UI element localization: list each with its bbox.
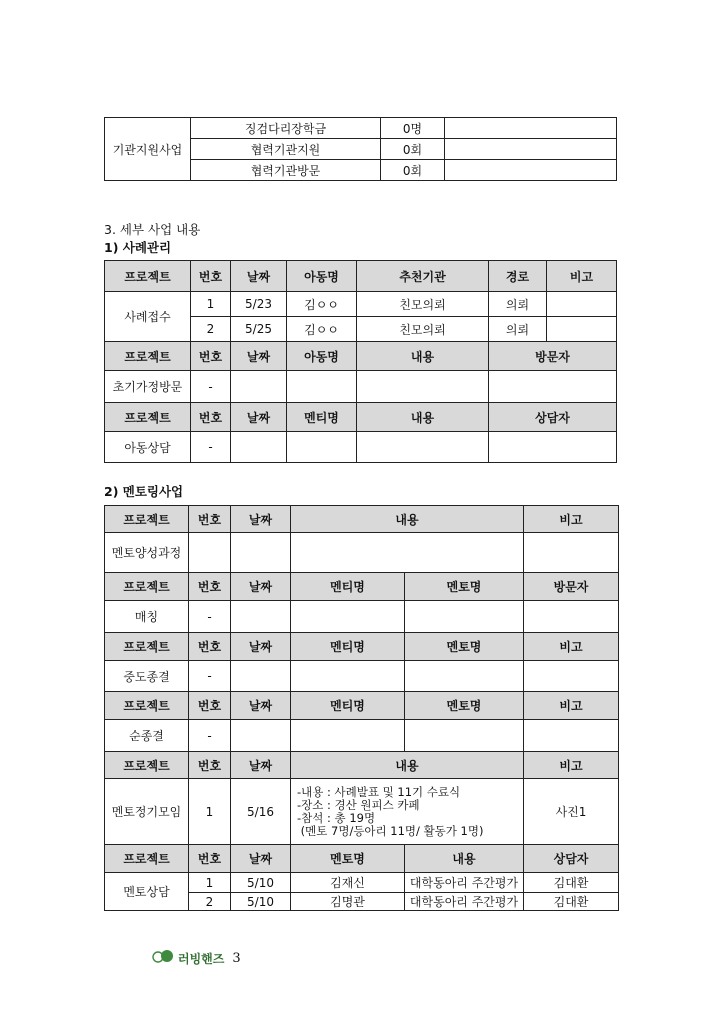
header-mentee-name: 멘티명 <box>291 633 405 661</box>
normal-end-label: 순종결 <box>105 720 189 752</box>
header-project: 프로젝트 <box>105 261 191 292</box>
meeting-note: 사진1 <box>524 779 619 845</box>
header-date: 날짜 <box>231 506 291 533</box>
meeting-no: 1 <box>189 779 231 845</box>
agency-note <box>445 118 617 139</box>
empty-cell <box>524 720 619 752</box>
agency-item: 징검다리장학금 <box>191 118 381 139</box>
header-date: 날짜 <box>231 633 291 661</box>
home-visit-label: 초기가정방문 <box>105 371 191 403</box>
intake-child: 김ㅇㅇ <box>287 317 357 342</box>
child-counsel-no: - <box>191 432 231 463</box>
counsel-content: 대학동아리 주간평가 <box>405 893 524 911</box>
counsel-counselor: 김대환 <box>524 873 619 893</box>
header-number: 번호 <box>189 633 231 661</box>
empty-cell <box>489 432 617 463</box>
header-date: 날짜 <box>231 752 291 779</box>
meeting-content-line: -장소 : 경산 원피스 카페 <box>297 797 420 812</box>
brand-name: 러빙핸즈 <box>178 951 225 966</box>
header-visitor: 방문자 <box>489 342 617 371</box>
section-1-title: 1) 사례관리 <box>104 240 172 255</box>
header-number: 번호 <box>189 692 231 720</box>
intake-route: 의뢰 <box>489 292 547 317</box>
header-number: 번호 <box>191 261 231 292</box>
header-date: 날짜 <box>231 692 291 720</box>
agency-value: 0회 <box>381 160 445 181</box>
empty-cell <box>524 601 619 633</box>
header-note: 비고 <box>524 752 619 779</box>
agency-note <box>445 160 617 181</box>
training-label: 멘토양성과정 <box>105 533 189 573</box>
section-3-title: 3. 세부 사업 내용 <box>104 222 201 237</box>
header-visitor: 방문자 <box>524 573 619 601</box>
counsel-counselor: 김대환 <box>524 893 619 911</box>
empty-cell <box>405 661 524 692</box>
header-content: 내용 <box>357 342 489 371</box>
header-note: 비고 <box>524 506 619 533</box>
header-date: 날짜 <box>231 403 287 432</box>
header-note: 비고 <box>524 692 619 720</box>
header-content: 내용 <box>291 506 524 533</box>
header-project: 프로젝트 <box>105 506 189 533</box>
header-counselor: 상담자 <box>524 845 619 873</box>
header-content: 내용 <box>405 845 524 873</box>
counsel-date: 5/10 <box>231 873 291 893</box>
meeting-date: 5/16 <box>231 779 291 845</box>
intake-date: 5/25 <box>231 317 287 342</box>
empty-cell <box>231 432 287 463</box>
header-number: 번호 <box>191 342 231 371</box>
brand-logo-icon <box>152 948 174 968</box>
header-mentor-name: 멘토명 <box>291 845 405 873</box>
header-mentee-name: 멘티명 <box>291 692 405 720</box>
empty-cell <box>489 371 617 403</box>
header-project: 프로젝트 <box>105 845 189 873</box>
meeting-content-line: (멘토 7명/등아리 11명/ 활동가 1명) <box>297 823 484 838</box>
agency-item: 협력기관지원 <box>191 139 381 160</box>
meeting-content-line: -참석 : 총 19명 <box>297 810 376 825</box>
header-mentor-name: 멘토명 <box>405 573 524 601</box>
header-counselor: 상담자 <box>489 403 617 432</box>
counsel-content: 대학동아리 주간평가 <box>405 873 524 893</box>
empty-cell <box>291 720 405 752</box>
child-counsel-label: 아동상담 <box>105 432 191 463</box>
header-note: 비고 <box>524 633 619 661</box>
empty-cell <box>231 720 291 752</box>
empty-cell <box>287 432 357 463</box>
counsel-no: 2 <box>189 893 231 911</box>
page-number: 3 <box>232 950 241 966</box>
header-date: 날짜 <box>231 845 291 873</box>
empty-cell <box>357 371 489 403</box>
agency-category-cell <box>105 118 191 181</box>
agency-note <box>445 139 617 160</box>
counsel-no: 1 <box>189 873 231 893</box>
empty-cell <box>291 601 405 633</box>
agency-support-table <box>104 117 617 181</box>
intake-note <box>547 292 617 317</box>
meeting-content <box>291 779 524 845</box>
empty-cell <box>231 601 291 633</box>
header-number: 번호 <box>189 573 231 601</box>
intake-child: 김ㅇㅇ <box>287 292 357 317</box>
mentoring-table <box>104 505 619 911</box>
header-child-name: 아동명 <box>287 261 357 292</box>
header-mentee-name: 멘티명 <box>291 573 405 601</box>
header-project: 프로젝트 <box>105 573 189 601</box>
counsel-mentor: 김재신 <box>291 873 405 893</box>
intake-no: 2 <box>191 317 231 342</box>
header-content: 내용 <box>357 403 489 432</box>
header-mentor-name: 멘토명 <box>405 633 524 661</box>
intake-route: 의뢰 <box>489 317 547 342</box>
header-mentee-name: 멘티명 <box>287 403 357 432</box>
header-project: 프로젝트 <box>105 403 191 432</box>
counsel-mentor: 김명관 <box>291 893 405 911</box>
header-mentor-name: 멘토명 <box>405 692 524 720</box>
empty-cell <box>189 533 231 573</box>
matching-no: - <box>189 601 231 633</box>
header-project: 프로젝트 <box>105 752 189 779</box>
normal-end-no: - <box>189 720 231 752</box>
counsel-label: 멘토상담 <box>105 873 189 911</box>
meeting-content-line: -내용 : 사례발표 및 11기 수료식 <box>297 784 461 799</box>
intake-label: 사례접수 <box>105 292 191 342</box>
matching-label: 매칭 <box>105 601 189 633</box>
header-project: 프로젝트 <box>105 342 191 371</box>
header-date: 날짜 <box>231 573 291 601</box>
header-note: 비고 <box>547 261 617 292</box>
header-child-name: 아동명 <box>287 342 357 371</box>
section-2-title: 2) 멘토링사업 <box>104 484 184 499</box>
intake-agency: 친모의뢰 <box>357 292 489 317</box>
header-content: 내용 <box>291 752 524 779</box>
intake-date: 5/23 <box>231 292 287 317</box>
home-visit-no: - <box>191 371 231 403</box>
header-date: 날짜 <box>231 342 287 371</box>
empty-cell <box>291 533 524 573</box>
empty-cell <box>357 432 489 463</box>
intake-note <box>547 317 617 342</box>
agency-value: 0명 <box>381 118 445 139</box>
agency-category: 기관지원사업 <box>112 142 183 157</box>
empty-cell <box>291 661 405 692</box>
empty-cell <box>405 601 524 633</box>
header-number: 번호 <box>189 845 231 873</box>
empty-cell <box>231 661 291 692</box>
agency-value: 0회 <box>381 139 445 160</box>
case-management-table <box>104 260 617 463</box>
empty-cell <box>287 371 357 403</box>
meeting-label: 멘토정기모임 <box>105 779 189 845</box>
header-number: 번호 <box>189 506 231 533</box>
header-date: 날짜 <box>231 261 287 292</box>
footer <box>152 948 241 968</box>
header-project: 프로젝트 <box>105 633 189 661</box>
empty-cell <box>231 533 291 573</box>
header-number: 번호 <box>189 752 231 779</box>
empty-cell <box>231 371 287 403</box>
empty-cell <box>524 661 619 692</box>
intake-no: 1 <box>191 292 231 317</box>
midterm-label: 중도종결 <box>105 661 189 692</box>
intake-agency: 친모의뢰 <box>357 317 489 342</box>
header-route: 경로 <box>489 261 547 292</box>
empty-cell <box>405 720 524 752</box>
header-referral-agency: 추천기관 <box>357 261 489 292</box>
header-number: 번호 <box>191 403 231 432</box>
empty-cell <box>524 533 619 573</box>
header-project: 프로젝트 <box>105 692 189 720</box>
agency-item: 협력기관방문 <box>191 160 381 181</box>
counsel-date: 5/10 <box>231 893 291 911</box>
midterm-no: - <box>189 661 231 692</box>
